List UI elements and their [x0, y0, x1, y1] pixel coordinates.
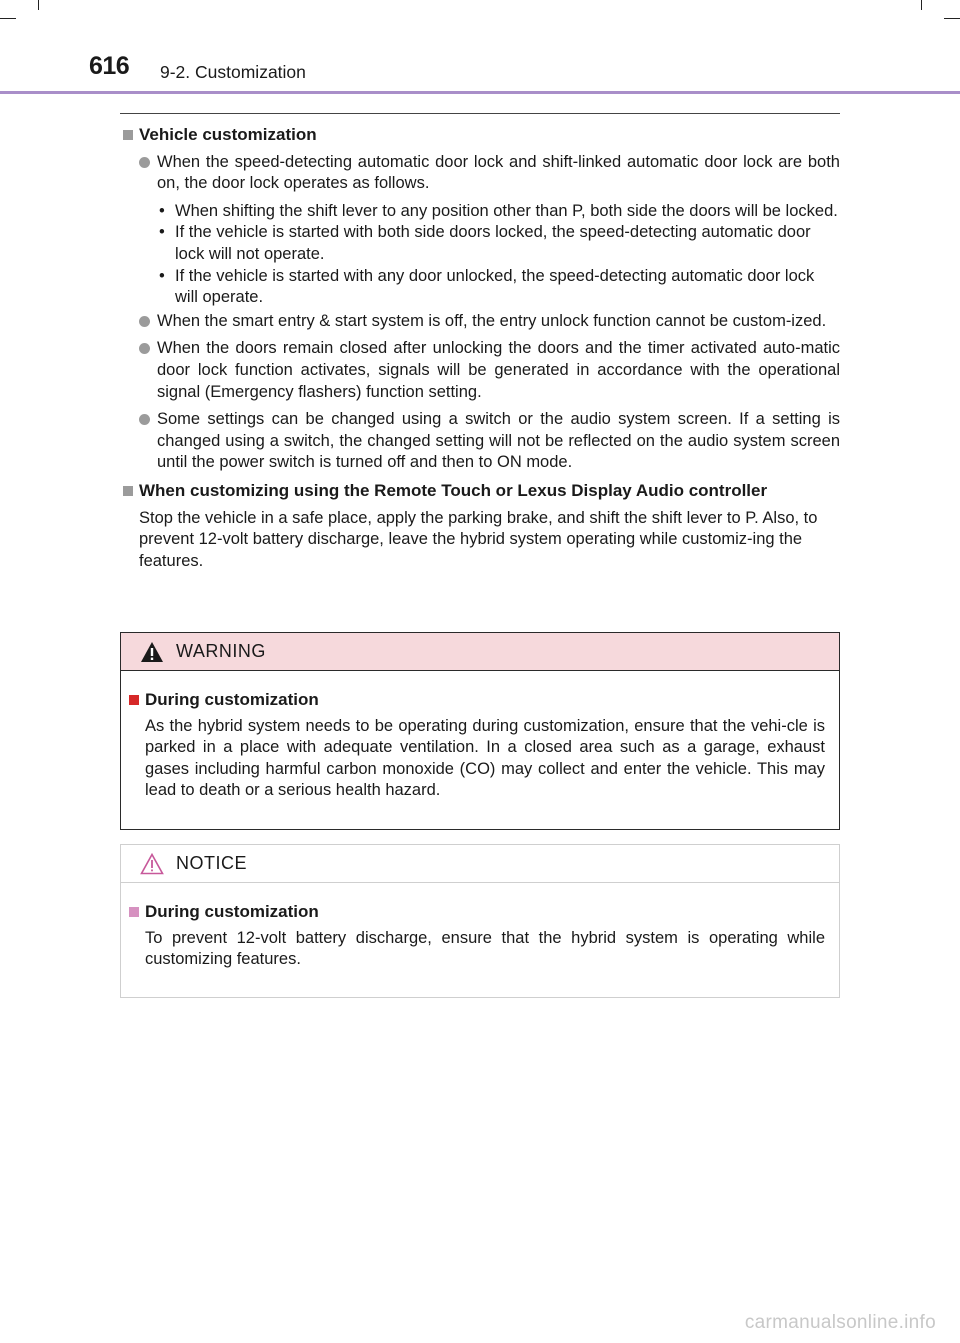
circle-bullet-icon [139, 343, 150, 354]
sub-item-text: When shifting the shift lever to any position other than P, both side the doors will be locked. [175, 201, 838, 220]
notice-label: NOTICE [176, 853, 248, 873]
remote-touch-heading [120, 480, 840, 502]
circle-bullet-icon [139, 316, 150, 327]
section-title: 9-2. Customization [160, 62, 306, 82]
notice-body [121, 883, 839, 987]
content-rule [120, 113, 840, 114]
notice-box [120, 844, 840, 998]
heading-text: Vehicle customization [139, 125, 317, 144]
bullet-text: Some settings can be changed using a switch or the audio system screen. If a setting is changed using a switch, the changed setting will not be reflected on the audio system screen until the power switch is turned off and then to ON mode. [157, 410, 840, 472]
main-content [120, 124, 840, 572]
square-bullet-icon [123, 130, 133, 140]
dot-marker: • [159, 201, 165, 220]
sub-list-item [120, 222, 840, 265]
watermark: carmanualsonline.info [744, 1312, 936, 1333]
warning-header [121, 633, 839, 671]
square-bullet-icon [129, 695, 139, 705]
page-number: 616 [89, 52, 130, 80]
header-rule [0, 91, 960, 94]
warning-heading [126, 689, 825, 711]
warning-box [120, 632, 840, 830]
heading-text: During customization [145, 902, 319, 921]
notice-heading [126, 901, 825, 923]
dot-marker: • [159, 223, 165, 242]
page-header [0, 0, 960, 96]
bullet-text: When the speed-detecting automatic door lock and shift-linked automatic door lock are both on, the door lock operates as follows. [157, 152, 840, 193]
sub-item-text: If the vehicle is started with both side doors locked, the speed-detecting automatic door lock will not operate. [175, 223, 811, 263]
warning-label: WARNING [176, 641, 266, 661]
vehicle-customization-heading [120, 124, 840, 146]
square-bullet-icon [123, 486, 133, 496]
sub-list [120, 201, 840, 309]
sub-list-item [120, 266, 840, 309]
circle-bullet-icon [139, 414, 150, 425]
notice-header [121, 845, 839, 883]
heading-text: When customizing using the Remote Touch or Lexus Display Audio controller [139, 480, 768, 500]
dot-marker: • [159, 266, 165, 285]
sub-list-item [120, 201, 840, 223]
remote-touch-paragraph: Stop the vehicle in a safe place, apply the parking brake, and shift the shift lever to P. Also, to prevent 12-volt battery discharge, leave the hybrid system operating while customiz-ing the features. [139, 508, 818, 570]
square-bullet-icon [129, 907, 139, 917]
list-item [120, 311, 840, 333]
sub-item-text: If the vehicle is started with any door unlocked, the speed-detecting automatic door lock will operate. [175, 266, 815, 307]
list-item [120, 152, 840, 195]
bullet-text: When the doors remain closed after unlocking the doors and the timer activated auto-matic door lock function activates, signals will be generated in accordance with the operational signal (Emergency flashers) function setting. [157, 339, 840, 401]
bullet-text: When the smart entry & start system is off, the entry unlock function cannot be custom-ized. [157, 311, 827, 330]
list-item [120, 409, 840, 474]
circle-bullet-icon [139, 157, 150, 168]
heading-text: During customization [145, 690, 319, 709]
notice-text: To prevent 12-volt battery discharge, ensure that the hybrid system is operating while customizing features. [145, 928, 825, 969]
warning-triangle-icon [140, 641, 164, 663]
caution-triangle-icon [140, 853, 164, 875]
list-item [120, 338, 840, 403]
warning-body [121, 671, 839, 818]
warning-text: As the hybrid system needs to be operating during customization, ensure that the vehi-cle is parked in a place with adequate ventilation. In a closed area such as a garage, exhaust gases including harmful carbon monoxide (CO) may collect and enter the vehicle. This may lead to death or a serious health hazard. [145, 716, 825, 800]
